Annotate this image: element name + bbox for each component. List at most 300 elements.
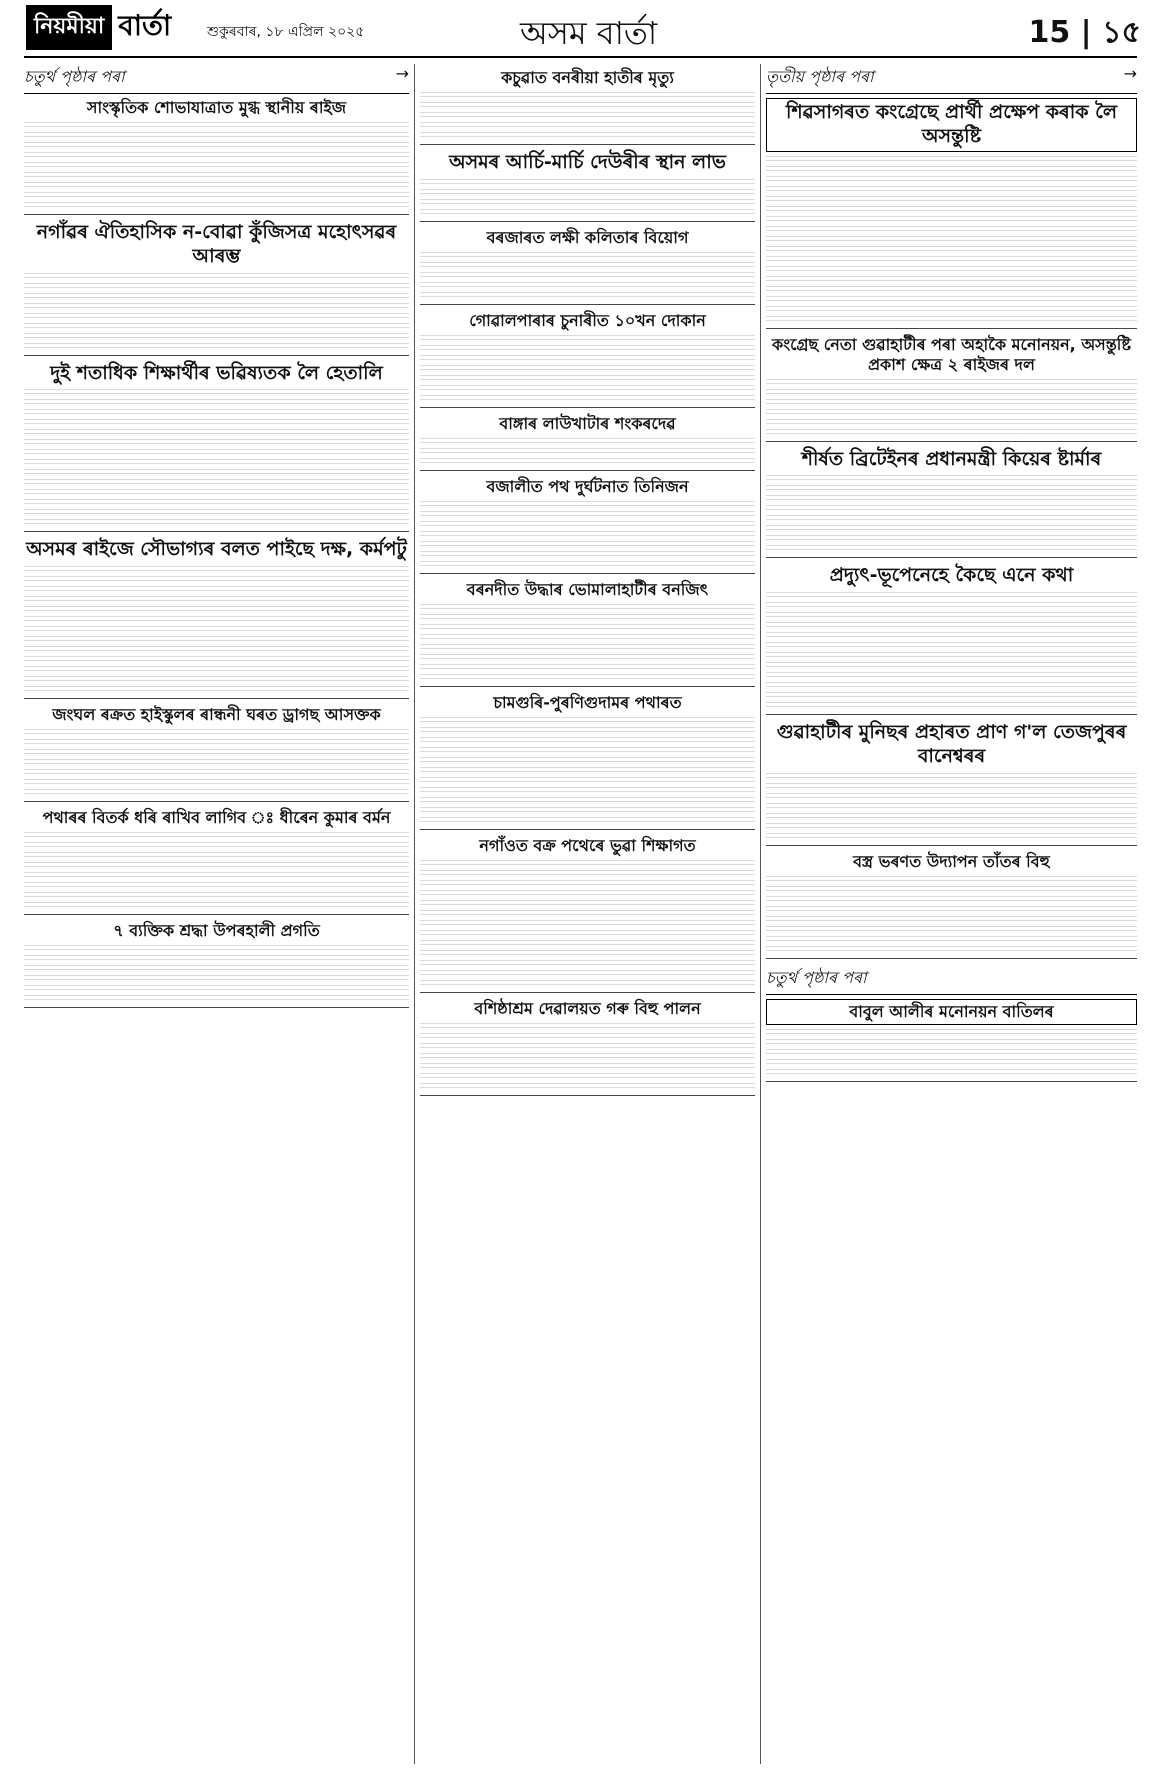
text-line-block bbox=[420, 940, 755, 946]
text-line-block bbox=[24, 489, 409, 495]
article-headline: নগাঁৱৰ ঐতিহাসিক ন-বোৱা কুঁজিসত্ৰ মহোৎসৱৰ আৰম্ভ bbox=[36, 221, 397, 267]
arrow-icon: → bbox=[395, 64, 409, 83]
text-line-block bbox=[24, 132, 409, 138]
text-line-block bbox=[420, 112, 755, 118]
text-line-block bbox=[24, 686, 409, 692]
article bbox=[24, 98, 409, 215]
article bbox=[420, 477, 755, 574]
text-line-block bbox=[766, 316, 1137, 322]
text-line-block bbox=[24, 975, 409, 981]
article-body bbox=[420, 501, 755, 567]
text-line-block bbox=[420, 910, 755, 916]
text-line-block bbox=[420, 521, 755, 527]
text-line-block bbox=[24, 479, 409, 485]
article-headline: বশিষ্ঠাশ্ৰম দেৱালয়ত গৰু বিহু পালন bbox=[474, 998, 701, 1018]
logo-part2: বাৰ্তা bbox=[118, 8, 172, 42]
text-line-block bbox=[420, 1063, 755, 1069]
article-headline: ৭ ব্যক্তিক শ্ৰদ্ধা উপৰহালী প্ৰগতি bbox=[113, 921, 320, 940]
text-line-block bbox=[24, 303, 409, 309]
text-line-block bbox=[766, 495, 1137, 501]
article-divider bbox=[766, 714, 1137, 715]
text-line-block bbox=[24, 985, 409, 991]
text-line-block bbox=[24, 852, 409, 858]
text-line-block bbox=[24, 656, 409, 662]
article-body bbox=[420, 92, 755, 138]
text-line-block bbox=[766, 936, 1137, 942]
article bbox=[420, 68, 755, 145]
text-line-block bbox=[420, 531, 755, 537]
article-body bbox=[24, 566, 409, 692]
text-line-block bbox=[24, 419, 409, 425]
text-line-block bbox=[24, 616, 409, 622]
article-headline: দুই শতাধিক শিক্ষাৰ্থীৰ ভৱিষ্যতক লৈ হেতালি bbox=[50, 361, 383, 384]
article bbox=[420, 580, 755, 687]
text-line-block bbox=[766, 793, 1137, 799]
text-line-block bbox=[24, 333, 409, 339]
text-line-block bbox=[420, 737, 755, 743]
text-line-block bbox=[420, 282, 755, 288]
article-headline: কংগ্ৰেছ নেতা গুৱাহাটীৰ পৰা অহাকৈ মনোনয়ন, অসন্তুষ্টি প্ৰকাশ ক্ষেত্ৰ ২ ৰাইজৰ দল bbox=[772, 334, 1131, 374]
article-divider bbox=[420, 144, 755, 145]
text-line-block bbox=[420, 1023, 755, 1029]
text-line-block bbox=[24, 202, 409, 208]
text-line-block bbox=[766, 286, 1137, 292]
article-headline: বৰনদীত উদ্ধাৰ ভোমালাহাটীৰ বনজিৎ bbox=[466, 579, 709, 599]
text-line-block bbox=[766, 485, 1137, 491]
article bbox=[766, 721, 1137, 846]
text-line-block bbox=[24, 995, 409, 1001]
text-line-block bbox=[420, 272, 755, 278]
text-line-block bbox=[766, 389, 1137, 395]
text-line-block bbox=[24, 596, 409, 602]
text-line-block bbox=[766, 1039, 1137, 1045]
logo-part1: নিয়মীয়া bbox=[26, 5, 112, 50]
text-line-block bbox=[24, 862, 409, 868]
text-line-block bbox=[24, 842, 409, 848]
text-line-block bbox=[766, 896, 1137, 902]
article-divider bbox=[24, 698, 409, 699]
text-line-block bbox=[766, 535, 1137, 541]
text-line-block bbox=[24, 459, 409, 465]
masthead bbox=[0, 0, 1161, 60]
text-line-block bbox=[420, 1083, 755, 1089]
article-body bbox=[24, 273, 409, 349]
text-line-block bbox=[24, 832, 409, 838]
text-line-block bbox=[420, 860, 755, 866]
text-line-block bbox=[766, 166, 1137, 172]
article-headline: গোৱালপাৰাৰ চুনাৰীত ১০খন দোকান bbox=[469, 310, 706, 330]
text-line-block bbox=[420, 880, 755, 886]
article bbox=[24, 705, 409, 802]
article bbox=[24, 538, 409, 699]
text-line-block bbox=[24, 399, 409, 405]
article bbox=[420, 999, 755, 1096]
text-line-block bbox=[420, 787, 755, 793]
text-line-block bbox=[766, 692, 1137, 698]
text-line-block bbox=[420, 1073, 755, 1079]
text-line-block bbox=[24, 955, 409, 961]
text-line-block bbox=[766, 1059, 1137, 1065]
text-line-block bbox=[766, 266, 1137, 272]
text-line-block bbox=[420, 292, 755, 298]
text-line-block bbox=[766, 773, 1137, 779]
article-divider bbox=[24, 531, 409, 532]
text-line-block bbox=[420, 767, 755, 773]
text-line-block bbox=[420, 209, 755, 215]
article-headline: শিৱসাগৰত কংগ্ৰেছে প্ৰাৰ্থী প্ৰক্ষেপ কৰাক লৈ অসন্তুষ্টি bbox=[766, 98, 1137, 152]
text-line-block bbox=[766, 236, 1137, 242]
article bbox=[766, 335, 1137, 442]
text-line-block bbox=[420, 511, 755, 517]
article-headline: বাবুল আলীৰ মনোনয়ন বাতিলৰ bbox=[766, 999, 1137, 1025]
article-headline: বৰজাৰত লক্ষী কলিতাৰ বিয়োগ bbox=[486, 227, 689, 247]
text-line-block bbox=[420, 122, 755, 128]
article-body bbox=[766, 876, 1137, 952]
text-line-block bbox=[420, 252, 755, 258]
text-line-block bbox=[420, 448, 755, 454]
text-line-block bbox=[24, 323, 409, 329]
text-line-block bbox=[420, 335, 755, 341]
text-line-block bbox=[766, 876, 1137, 882]
text-line-block bbox=[766, 682, 1137, 688]
text-line-block bbox=[766, 672, 1137, 678]
text-line-block bbox=[420, 1033, 755, 1039]
text-line-block bbox=[420, 664, 755, 670]
text-line-block bbox=[24, 343, 409, 349]
article bbox=[766, 564, 1137, 715]
text-line-block bbox=[420, 920, 755, 926]
text-line-block bbox=[24, 576, 409, 582]
text-line-block bbox=[766, 702, 1137, 708]
text-line-block bbox=[766, 652, 1137, 658]
text-line-block bbox=[766, 612, 1137, 618]
masthead-rule bbox=[24, 56, 1137, 58]
article-headline: জংঘল ৰক্ৰত হাইস্কুলৰ ৰান্ধনী ঘৰত ড্ৰাগছ আসক্তক bbox=[52, 705, 381, 724]
text-line-block bbox=[420, 807, 755, 813]
text-line-block bbox=[420, 365, 755, 371]
text-line-block bbox=[766, 823, 1137, 829]
article-divider bbox=[24, 801, 409, 802]
article-divider bbox=[24, 214, 409, 215]
text-line-block bbox=[766, 429, 1137, 435]
text-line-block bbox=[766, 906, 1137, 912]
text-line-block bbox=[766, 216, 1137, 222]
text-line-block bbox=[420, 132, 755, 138]
text-line-block bbox=[766, 926, 1137, 932]
text-line-block bbox=[420, 1043, 755, 1049]
text-line-block bbox=[24, 519, 409, 525]
article-divider bbox=[24, 914, 409, 915]
article-divider bbox=[24, 1007, 409, 1008]
text-line-block bbox=[766, 662, 1137, 668]
text-line-block bbox=[420, 890, 755, 896]
article bbox=[420, 151, 755, 222]
text-line-block bbox=[420, 614, 755, 620]
text-line-block bbox=[24, 283, 409, 289]
article-body bbox=[420, 604, 755, 680]
article-body bbox=[766, 1029, 1137, 1075]
text-line-block bbox=[766, 246, 1137, 252]
article bbox=[24, 362, 409, 533]
text-line-block bbox=[24, 162, 409, 168]
article-body bbox=[766, 379, 1137, 435]
text-line-block bbox=[24, 759, 409, 765]
text-line-block bbox=[24, 566, 409, 572]
article-headline: অসমৰ ৰাইজে সৌভাগ্যৰ বলত পাইছে দক্ষ, কৰ্মপটু bbox=[26, 538, 407, 561]
text-line-block bbox=[24, 509, 409, 515]
text-line-block bbox=[766, 545, 1137, 551]
article-headline: বস্ত্ৰ ভৰণত উদ্যাপন তাঁতৰ বিহু bbox=[853, 851, 1050, 871]
text-line-block bbox=[24, 439, 409, 445]
text-line-block bbox=[24, 676, 409, 682]
text-line-block bbox=[420, 179, 755, 185]
text-line-block bbox=[24, 789, 409, 795]
text-line-block bbox=[766, 379, 1137, 385]
article-divider bbox=[420, 686, 755, 687]
text-line-block bbox=[766, 642, 1137, 648]
text-line-block bbox=[766, 475, 1137, 481]
text-line-block bbox=[766, 296, 1137, 302]
text-line-block bbox=[420, 747, 755, 753]
article bbox=[420, 414, 755, 471]
text-line-block bbox=[420, 717, 755, 723]
text-line-block bbox=[420, 395, 755, 401]
text-line-block bbox=[420, 634, 755, 640]
article bbox=[420, 693, 755, 830]
left-column bbox=[24, 64, 409, 1014]
article bbox=[766, 852, 1137, 959]
newspaper-logo bbox=[26, 8, 177, 46]
article bbox=[24, 221, 409, 356]
dateline: শুকুৰবাৰ, ১৮ এপ্ৰিল ২০২৫ bbox=[207, 24, 365, 40]
text-line-block bbox=[24, 313, 409, 319]
article-headline: প্ৰদ্যুৎ-ভূপেনেহে কৈছে এনে কথা bbox=[829, 564, 1074, 587]
text-line-block bbox=[766, 1069, 1137, 1075]
page-number: 15 | ১৫ bbox=[1028, 15, 1141, 50]
article-divider bbox=[420, 992, 755, 993]
text-line-block bbox=[24, 273, 409, 279]
text-line-block bbox=[24, 729, 409, 735]
continuation-label: তৃতীয় পৃষ্ঠাৰ পৰা → bbox=[766, 64, 1137, 94]
text-line-block bbox=[24, 739, 409, 745]
right-column bbox=[766, 64, 1137, 1088]
text-line-block bbox=[420, 345, 755, 351]
text-line-block bbox=[766, 946, 1137, 952]
article bbox=[766, 448, 1137, 559]
text-line-block bbox=[420, 674, 755, 680]
article-body bbox=[420, 179, 755, 215]
text-line-block bbox=[24, 293, 409, 299]
article-divider bbox=[24, 355, 409, 356]
article-body bbox=[420, 1023, 755, 1089]
text-line-block bbox=[24, 499, 409, 505]
text-line-block bbox=[24, 646, 409, 652]
article-body bbox=[420, 252, 755, 298]
article-headline: বজালীত পথ দুৰ্ঘটনাত তিনিজন bbox=[486, 476, 689, 496]
text-line-block bbox=[420, 551, 755, 557]
article bbox=[24, 921, 409, 1008]
text-line-block bbox=[24, 182, 409, 188]
text-line-block bbox=[24, 666, 409, 672]
text-line-block bbox=[766, 592, 1137, 598]
text-line-block bbox=[766, 505, 1137, 511]
text-line-block bbox=[24, 429, 409, 435]
text-line-block bbox=[420, 654, 755, 660]
text-line-block bbox=[24, 945, 409, 951]
text-line-block bbox=[420, 561, 755, 567]
text-line-block bbox=[420, 541, 755, 547]
text-line-block bbox=[420, 1053, 755, 1059]
article-headline: বাঙ্গাৰ লাউখাটাৰ শংকৰদেৱ bbox=[499, 413, 676, 433]
article-divider bbox=[766, 441, 1137, 442]
text-line-block bbox=[24, 192, 409, 198]
article-headline: শীৰ্ষত ব্ৰিটেইনৰ প্ৰধানমন্ত্ৰী কিয়েৰ ষ্টাৰ্মাৰ bbox=[801, 447, 1102, 470]
text-line-block bbox=[420, 262, 755, 268]
text-line-block bbox=[766, 206, 1137, 212]
text-line-block bbox=[420, 950, 755, 956]
article-headline: পথাৰৰ বিতৰ্ক ধৰি ৰাখিব লাগিব ঃ ধীৰেন কুমাৰ বৰ্মন bbox=[42, 808, 391, 827]
article-headline: অসমৰ আৰ্চি-মাৰ্চি দেউৰীৰ স্থান লাভ bbox=[449, 151, 726, 173]
continuation-label: চতুৰ্থ পৃষ্ঠাৰ পৰা bbox=[766, 965, 1137, 995]
article-body bbox=[766, 156, 1137, 322]
article-divider bbox=[420, 221, 755, 222]
article-divider bbox=[420, 573, 755, 574]
text-line-block bbox=[24, 749, 409, 755]
article bbox=[420, 836, 755, 993]
text-line-block bbox=[24, 892, 409, 898]
text-line-block bbox=[766, 525, 1137, 531]
article-body bbox=[24, 945, 409, 1001]
text-line-block bbox=[420, 757, 755, 763]
article-body bbox=[24, 729, 409, 795]
text-line-block bbox=[24, 389, 409, 395]
text-line-block bbox=[420, 355, 755, 361]
text-line-block bbox=[420, 930, 755, 936]
article-body bbox=[766, 592, 1137, 708]
article-divider bbox=[766, 557, 1137, 558]
text-line-block bbox=[24, 449, 409, 455]
text-line-block bbox=[766, 803, 1137, 809]
text-line-block bbox=[766, 886, 1137, 892]
text-line-block bbox=[766, 515, 1137, 521]
text-line-block bbox=[24, 872, 409, 878]
text-line-block bbox=[766, 176, 1137, 182]
text-line-block bbox=[420, 900, 755, 906]
article-divider bbox=[420, 1095, 755, 1096]
article-body bbox=[420, 860, 755, 986]
text-line-block bbox=[766, 813, 1137, 819]
text-line-block bbox=[420, 385, 755, 391]
article-body bbox=[420, 335, 755, 401]
text-line-block bbox=[766, 602, 1137, 608]
text-line-block bbox=[420, 727, 755, 733]
text-line-block bbox=[420, 102, 755, 108]
text-line-block bbox=[24, 636, 409, 642]
article-divider bbox=[420, 304, 755, 305]
text-line-block bbox=[420, 604, 755, 610]
article bbox=[420, 228, 755, 305]
text-line-block bbox=[420, 458, 755, 464]
text-line-block bbox=[766, 783, 1137, 789]
text-line-block bbox=[766, 306, 1137, 312]
continuation-label: চতুৰ্থ পৃষ্ঠাৰ পৰা → bbox=[24, 64, 409, 94]
article bbox=[24, 808, 409, 915]
text-line-block bbox=[24, 586, 409, 592]
middle-column bbox=[420, 64, 755, 1102]
column-divider bbox=[414, 64, 415, 1764]
article-divider bbox=[766, 328, 1137, 329]
text-line-block bbox=[420, 870, 755, 876]
text-line-block bbox=[420, 970, 755, 976]
text-line-block bbox=[24, 409, 409, 415]
article-divider bbox=[766, 1081, 1137, 1082]
text-line-block bbox=[24, 469, 409, 475]
column-divider bbox=[760, 64, 761, 1764]
text-line-block bbox=[766, 833, 1137, 839]
article-headline: কচুৱাত বনৰীয়া হাতীৰ মৃত্যু bbox=[501, 68, 674, 87]
text-line-block bbox=[420, 438, 755, 444]
article-divider bbox=[420, 407, 755, 408]
section-title: অসম বাৰ্তা bbox=[520, 14, 658, 52]
article-divider bbox=[766, 958, 1137, 959]
text-line-block bbox=[24, 626, 409, 632]
article-divider bbox=[766, 845, 1137, 846]
text-line-block bbox=[24, 172, 409, 178]
article-headline: সাংস্কৃতিক শোভাযাত্ৰাত মুগ্ধ স্থানীয় ৰাইজ bbox=[86, 98, 347, 117]
text-line-block bbox=[420, 797, 755, 803]
article-body bbox=[766, 773, 1137, 839]
text-line-block bbox=[766, 186, 1137, 192]
text-line-block bbox=[420, 644, 755, 650]
text-line-block bbox=[766, 409, 1137, 415]
text-line-block bbox=[766, 156, 1137, 162]
text-line-block bbox=[766, 1029, 1137, 1035]
article-body bbox=[24, 832, 409, 908]
text-line-block bbox=[420, 189, 755, 195]
article-headline: নগাঁওত বক্ৰ পথেৰে ভুৱা শিক্ষাগত bbox=[479, 835, 696, 855]
text-line-block bbox=[420, 960, 755, 966]
article-headline: চামগুৰি-পুৰণিগুদামৰ পথাৰত bbox=[493, 692, 682, 712]
text-line-block bbox=[24, 152, 409, 158]
article-body bbox=[420, 438, 755, 464]
article-headline: গুৱাহাটীৰ মুনিছৰ প্ৰহাৰত প্ৰাণ গ'ল তেজপুৰৰ বানেশ্বৰৰ bbox=[776, 721, 1127, 767]
text-line-block bbox=[24, 122, 409, 128]
text-line-block bbox=[766, 399, 1137, 405]
text-line-block bbox=[420, 624, 755, 630]
text-line-block bbox=[24, 779, 409, 785]
text-line-block bbox=[420, 92, 755, 98]
article-body bbox=[420, 717, 755, 823]
text-line-block bbox=[420, 817, 755, 823]
text-line-block bbox=[766, 632, 1137, 638]
article bbox=[766, 98, 1137, 329]
text-line-block bbox=[766, 916, 1137, 922]
article bbox=[420, 311, 755, 408]
text-line-block bbox=[420, 375, 755, 381]
text-line-block bbox=[24, 882, 409, 888]
text-line-block bbox=[420, 980, 755, 986]
text-line-block bbox=[24, 965, 409, 971]
text-line-block bbox=[766, 622, 1137, 628]
text-line-block bbox=[420, 501, 755, 507]
text-line-block bbox=[766, 226, 1137, 232]
text-line-block bbox=[420, 199, 755, 205]
text-line-block bbox=[766, 276, 1137, 282]
text-line-block bbox=[766, 196, 1137, 202]
text-line-block bbox=[24, 142, 409, 148]
article-body bbox=[24, 389, 409, 525]
text-line-block bbox=[766, 1049, 1137, 1055]
